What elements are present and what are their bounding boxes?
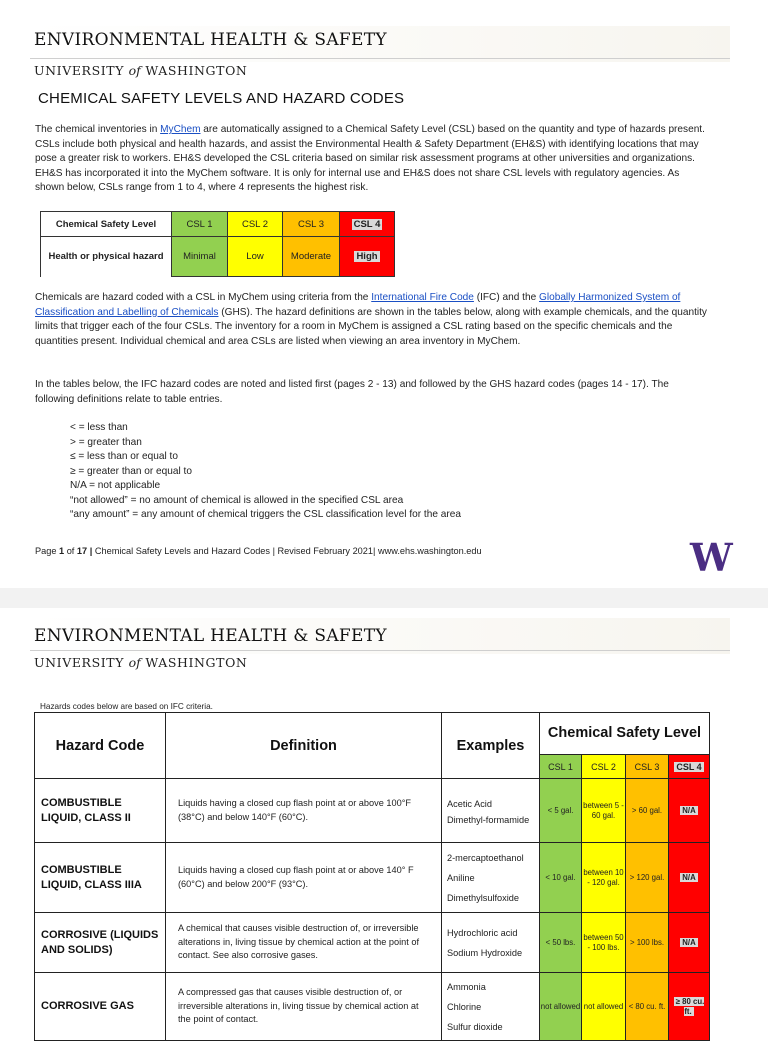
csl4-limit: ≥ 80 cu. ft. [669,973,710,1041]
hazard-row-label: Health or physical hazard [41,237,172,277]
hazard-definition: A chemical that causes visible destruction of, or irreversible alterations in, living tissue by chemical action at the point of contact. See also corrosive gases. [166,913,442,973]
csl2-limit: not allowed [582,973,626,1041]
tables-paragraph: In the tables below, the IFC hazard codes are noted and listed first (pages 2 - 13) and followed by the GHS hazard codes (pages 14 - 17). The following definitions relate to table entries. [35,379,669,405]
csl1-limit: < 5 gal. [540,779,582,843]
csl4-limit: N/A [669,779,710,843]
hazard-examples [442,779,540,843]
col-hazard-code: Hazard Code [35,713,166,779]
uw-w-logo: W [690,535,730,580]
csl4-limit: N/A [669,913,710,973]
col-definition: Definition [166,713,442,779]
header-rule [30,650,730,651]
rating-high: High [340,237,395,277]
example-chemical: Acetic Acid [447,799,492,809]
example-chemical: Dimethylsulfoxide [447,892,519,903]
csl2-limit: between 10 - 120 gal. [582,843,626,913]
csl-level-3: CSL 3 [283,212,340,237]
org-title: ENVIRONMENTAL HEALTH & SAFETY [34,30,387,50]
csl3-limit: > 120 gal. [626,843,669,913]
definition-item: N/A = not applicable [70,480,161,491]
ifc-link[interactable]: International Fire Code [371,292,474,303]
hazard-code: COMBUSTIBLE LIQUID, CLASS IIIA [35,843,166,913]
csl-row-label: Chemical Safety Level [41,212,172,237]
table-row [35,973,710,1041]
csl3-limit: < 80 cu. ft. [626,973,669,1041]
org-title: ENVIRONMENTAL HEALTH & SAFETY [34,626,387,646]
definition-item: ≤ = less than or equal to [70,451,178,462]
hazard-code: COMBUSTIBLE LIQUID, CLASS II [35,779,166,843]
definition-item: “any amount” = any amount of chemical triggers the CSL classification level for the area [70,509,461,520]
csl1-limit: not allowed [540,973,582,1041]
csl3-limit: > 60 gal. [626,779,669,843]
intro-paragraph: The chemical inventories in MyChem are automatically assigned to a Chemical Safety Level (CSL) based on the quantity and type of hazards present. CSLs include both physical and health hazards, and assist the Environmental Health & Safety Department (EH&S) with identifying locations that may pose a greater risk to workers. EH&S developed the CSL criteria based on similar risk assessment programs at other universities and organizations. EH&S has incorporated it into the MyChem software. It is only for internal use and EH&S does not share CSL levels with regulatory agencies. As shown below, CSLs range from 1 to 4, where 4 represents the highest risk. [35,124,705,193]
header-rule [30,58,730,59]
csl-level-4: CSL 4 [669,755,710,779]
example-chemical: Ammonia [447,981,486,992]
ifc-note: Hazards codes below are based on IFC criteria. [40,702,213,711]
hazard-examples [442,973,540,1041]
csl-level-1: CSL 1 [540,755,582,779]
table-row [35,779,710,843]
university-name: UNIVERSITY of WASHINGTON [34,655,248,670]
csl-level-2: CSL 2 [228,212,283,237]
csl-level-4: CSL 4 [340,212,395,237]
col-chemical-safety-level: Chemical Safety Level [540,713,710,755]
hazard-code-table [34,712,710,1041]
mychem-link[interactable]: MyChem [160,124,201,135]
csl4-limit: N/A [669,843,710,913]
hazard-definition: A compressed gas that causes visible destruction of, or irreversible alterations in, living tissue by chemical action at the point of contact. [166,973,442,1041]
example-chemical: 2-mercaptoethanol [447,852,524,863]
rating-low: Low [228,237,283,277]
definitions-list [70,421,461,523]
csl1-limit: < 50 lbs. [540,913,582,973]
document-title: CHEMICAL SAFETY LEVELS AND HAZARD CODES [38,90,405,107]
hazard-definition: Liquids having a closed cup flash point at or above 140° F (60°C) and below 200°F (93°C). [166,843,442,913]
hazard-code: CORROSIVE (LIQUIDS AND SOLIDS) [35,913,166,973]
table-row [35,843,710,913]
definition-item: > = greater than [70,436,142,448]
hazard-coding-paragraph: Chemicals are hazard coded with a CSL in MyChem using criteria from the International Fire Code (IFC) and the Globally Harmonized System of Classification and Labelling of Chemicals (GHS). The hazard definitions are shown in the tables below, along with example chemicals, and the quantity limits that trigger each of the four CSLs. The inventory for a room in MyChem is assigned a CSL rating based on the specific chemicals and the quantities present. Individual chemical and area CSLs are listed when viewing an area inventory in MyChem. [35,292,707,347]
hazard-examples [442,913,540,973]
example-chemical: Sodium Hydroxide [447,947,523,958]
example-chemical: Aniline [447,872,475,883]
example-chemical: Sulfur dioxide [447,1021,503,1032]
university-name: UNIVERSITY of WASHINGTON [34,63,248,78]
page-footer: Page 1 of 17 | Chemical Safety Levels and Hazard Codes | Revised February 2021| www.ehs.washington.edu [35,546,482,556]
document-page-2 [0,608,768,1032]
csl3-limit: > 100 lbs. [626,913,669,973]
csl-level-1: CSL 1 [172,212,228,237]
example-chemical: Chlorine [447,1001,482,1012]
ghs-link[interactable]: Globally Harmonized System of Classification and Labelling of Chemicals [35,292,681,318]
csl2-limit: between 5 - 60 gal. [582,779,626,843]
csl-level-2: CSL 2 [582,755,626,779]
example-chemical: Hydrochloric acid [447,927,518,938]
definition-item: < = less than [70,422,128,433]
csl-summary-table [40,211,395,277]
definition-item: ≥ = greater than or equal to [70,465,192,477]
csl1-limit: < 10 gal. [540,843,582,913]
page-gap [0,588,768,608]
table-row [35,913,710,973]
rating-minimal: Minimal [172,237,228,277]
rating-moderate: Moderate [283,237,340,277]
csl2-limit: between 50 - 100 lbs. [582,913,626,973]
hazard-definition: Liquids having a closed cup flash point at or above 100°F (38°C) and below 140°F (60°C). [166,779,442,843]
col-examples: Examples [442,713,540,779]
csl-level-3: CSL 3 [626,755,669,779]
definition-item: “not allowed” = no amount of chemical is allowed in the specified CSL area [70,494,404,506]
example-chemical: Dimethyl-formamide [447,815,530,825]
hazard-examples [442,843,540,913]
hazard-code: CORROSIVE GAS [35,973,166,1041]
